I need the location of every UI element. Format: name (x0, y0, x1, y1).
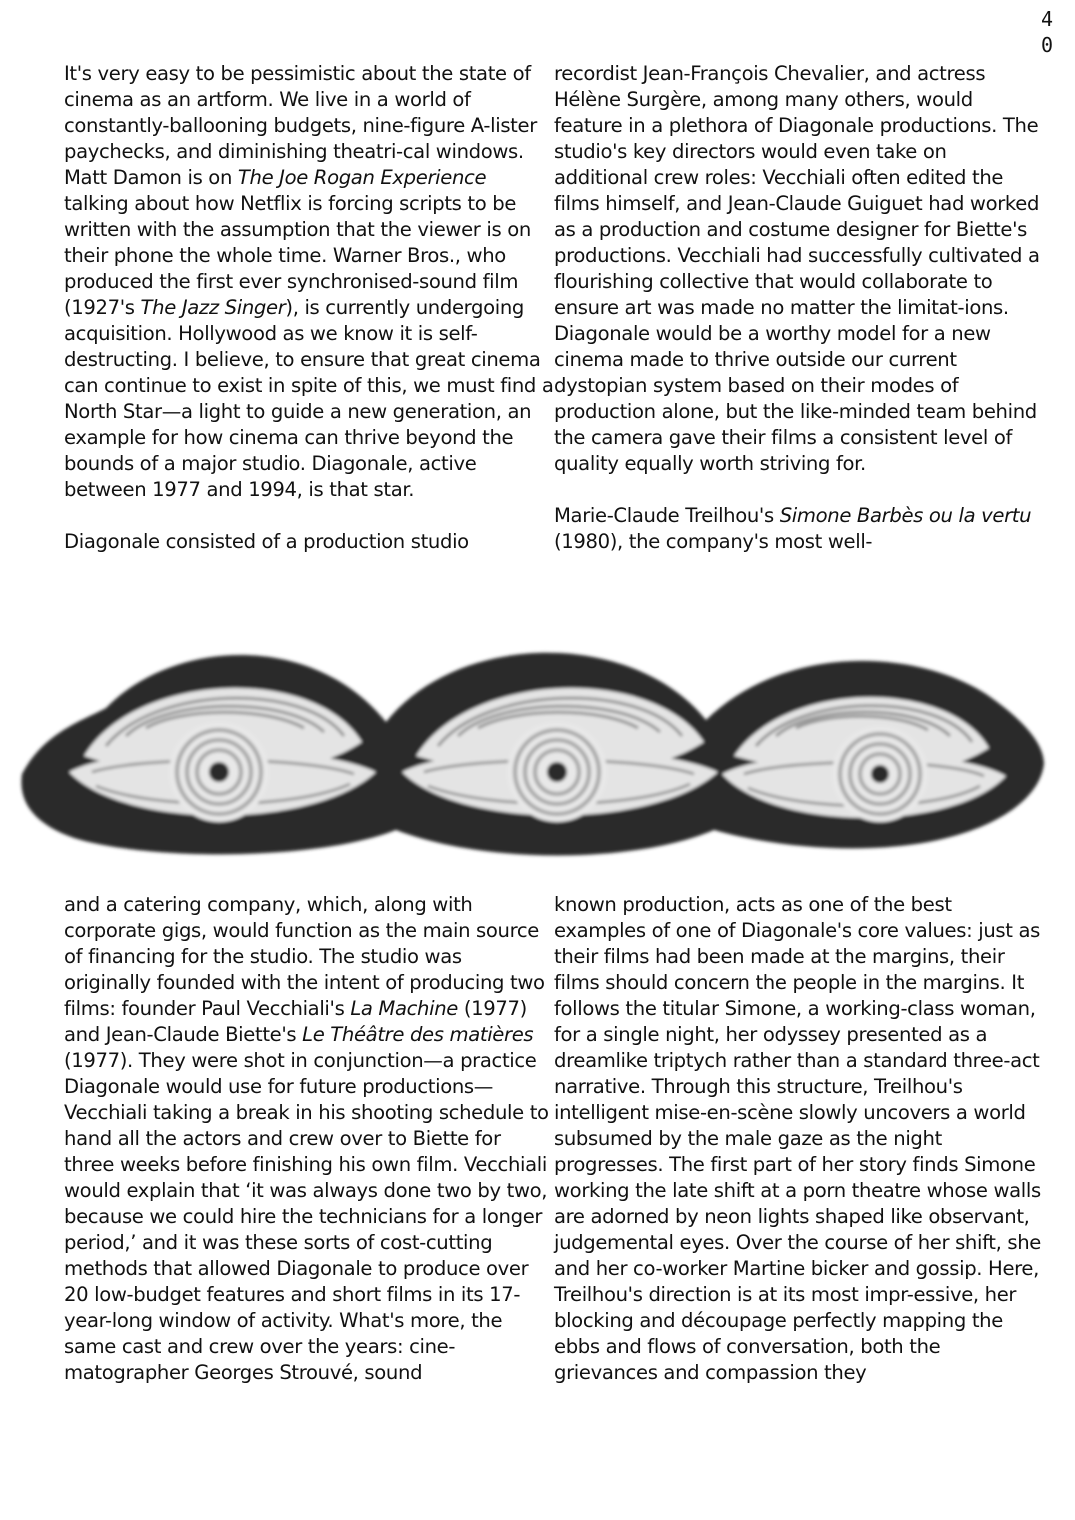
text-column-top-right (554, 61, 1044, 555)
text-run: It's very easy to be pessimistic about the state of cinema as an artform. We live in a world of constantly-ballooning budgets, nine-figure A-lister paychecks, and diminishing theatri-cal windows. Matt Damon is on (64, 62, 537, 189)
text-run: (1977). They were shot in conjunction—a practice Diagonale would use for future productions—Vecchiali taking a break in his shooting schedule to hand all the actors and crew over to Biette for three weeks before finishing his own film. Vecchiali would explain that ‘it was always done two by two, because we could hire the technicians for a longer period,’ and it was these sorts of cost-cutting methods that allowed Diagonale to produce over 20 low-budget features and short films in its 17-year-long window of activity. What's more, the same cast and crew over the years: cine-matographer Georges Strouvé, sound (64, 1049, 549, 1384)
page-number (1035, 6, 1059, 58)
text-column-bottom-right (554, 892, 1044, 1386)
italic-title: The Joe Rogan Experience (237, 166, 487, 189)
text-run: recordist Jean-François Chevalier, and actress Hélène Surgère, among many others, would feature in a plethora of Diagonale productions. The studio's key directors would even take on additional crew roles: Vecchiali often edited the films himself, and Jean-Claude Guiguet had worked as a production and costume designer for Biette's productions. Vecchiali had successfully cultivated a flourishing collective that would collaborate to ensure art was made no matter the limitat-ions. Diagonale would be a worthy model for a new cinema made to thrive outside our current dystopian system based on their modes of production alone, but the like-minded team behind the camera gave their films a consistent level of quality equally worth striving for. (554, 62, 1040, 475)
text-column-top-left (64, 61, 554, 555)
text-run: ), is currently undergoing acquisition. Hollywood as we know it is self-destructing. I believe, to ensure that great cinema can continue to exist in spite of this, we must find a North Star—a light to guide a new generation, an example for how cinema can thrive beyond the bounds of a major studio. Diagonale, active between 1977 and 1994, is that star. (64, 296, 554, 501)
page-number-digit: 0 (1040, 33, 1054, 57)
italic-title: La Machine (350, 997, 458, 1020)
paragraph (554, 503, 1044, 555)
text-run: Diagonale consisted of a production studio (64, 530, 469, 553)
paragraph (554, 61, 1044, 477)
text-run: (1980), the company's most well- (554, 530, 873, 553)
text-run: known production, acts as one of the best examples of one of Diagonale's core values: just as their films had been made at the margins, their films should concern the people in the margins. It follows the titular Simone, a working-class woman, for a single night, her odyssey presented as a dreamlike triptych rather than a standard three-act narrative. Through this structure, Treilhou's intelligent mise-en-scène slowly uncovers a world subsumed by the male gaze as the night progresses. The first part of her story finds Simone working the late shift at a porn theatre whose walls are adorned by neon lights shaped like observant, judgemental eyes. Over the course of her shift, she and her co-worker Martine bicker and gossip. Here, Treilhou's direction is at its most impr-essive, her blocking and découpage perfectly mapping the ebbs and flows of conversation, both the grievances and compassion they (554, 893, 1042, 1384)
italic-title: Simone Barbès ou la vertu (779, 504, 1032, 527)
italic-title: The Jazz Singer (140, 296, 286, 319)
text-column-bottom-left (64, 892, 554, 1386)
page-number-digit: 4 (1040, 7, 1054, 31)
three-eyes-illustration (14, 624, 1050, 874)
paragraph (64, 61, 554, 503)
italic-title: Le Théâtre des matières (302, 1023, 534, 1046)
text-run: Marie-Claude Treilhou's (554, 504, 780, 527)
text-run: and a catering company, which, along with corporate gigs, would function as the main source of financing for the studio. The studio was originally founded with the intent of producing two films: founder Paul Vecchiali's (64, 893, 545, 1020)
text-run: talking about how Netflix is forcing scripts to be written with the assumption that the viewer is on their phone the whole time. Warner Bros., who produced the first ever synchronised-sound film (1927's (64, 192, 531, 319)
paragraph (64, 892, 554, 1386)
paragraph (554, 892, 1044, 1386)
paragraph (64, 529, 554, 555)
text-run: (1977) and Jean-Claude Biette's (64, 997, 527, 1046)
